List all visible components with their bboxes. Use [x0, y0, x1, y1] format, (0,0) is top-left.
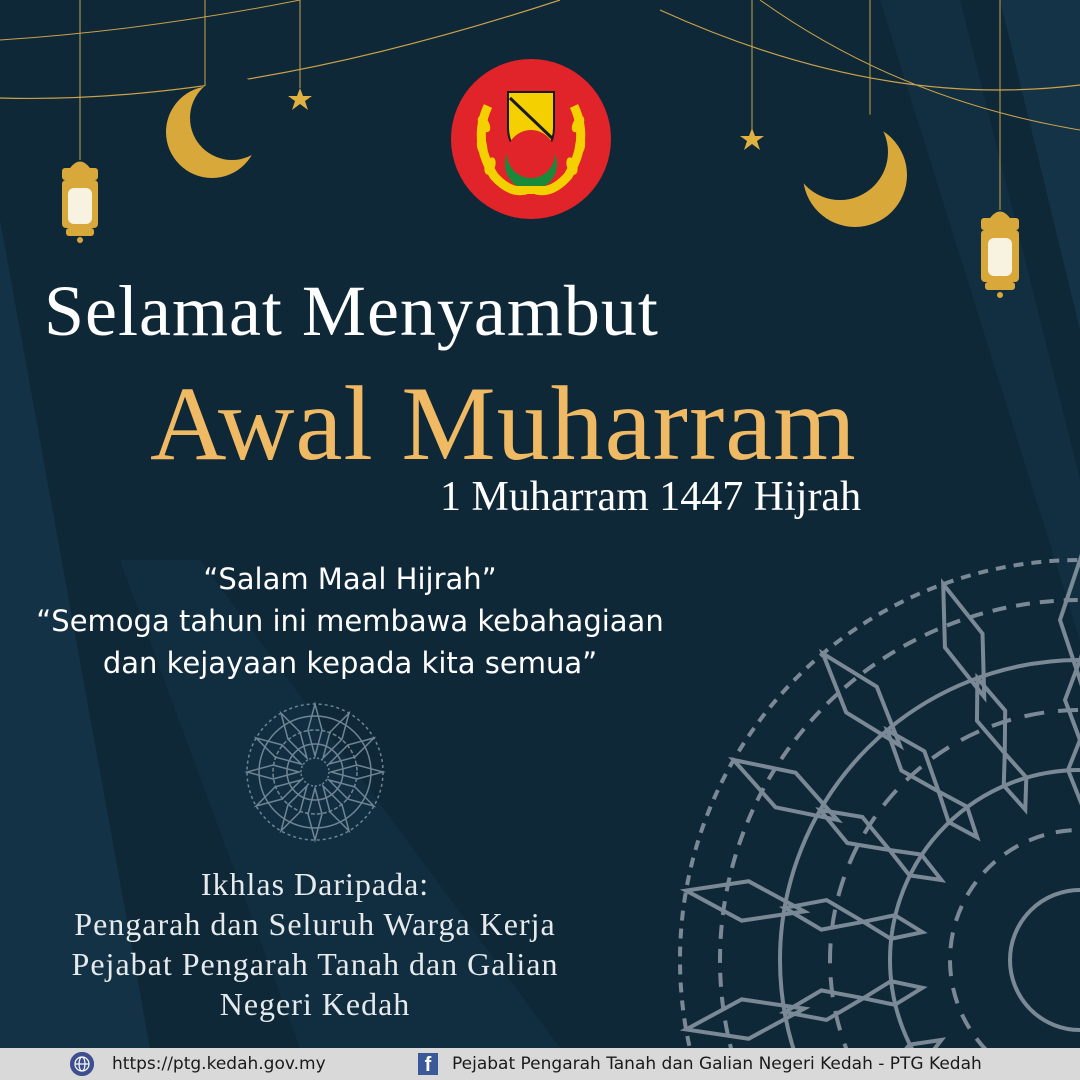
title-greeting-line: Selamat Menyambut — [44, 271, 659, 351]
greeting-line-3: dan kejayaan kepada kita semua” — [102, 646, 598, 680]
facebook-icon: f — [418, 1053, 438, 1075]
hijri-date: 1 Muharram 1447 Hijrah — [440, 474, 862, 520]
greeting-message — [0, 558, 700, 684]
lantern-right-icon — [981, 212, 1019, 299]
greeting-line-2: “Semoga tahun ini membawa kebahagiaan — [36, 604, 664, 638]
string-curve-left-2 — [0, 0, 300, 40]
footer-website[interactable] — [70, 1052, 326, 1076]
crescent-moon-left-icon — [166, 76, 274, 178]
sender-heading: Ikhlas Daripada: — [200, 866, 430, 902]
title-event-name: Awal Muharram — [150, 365, 857, 482]
kedah-emblem-logo — [450, 58, 612, 220]
sender-line-1: Pengarah dan Seluruh Warga Kerja — [74, 906, 556, 942]
sender-line-2: Pejabat Pengarah Tanah dan Galian — [71, 946, 559, 982]
star-left-icon — [288, 88, 312, 110]
star-right-icon — [740, 128, 764, 150]
facebook-page-label[interactable]: Pejabat Pengarah Tanah dan Galian Negeri Kedah - PTG Kedah — [452, 1054, 982, 1074]
website-link[interactable]: https://ptg.kedah.gov.my — [112, 1054, 326, 1074]
sender-block — [0, 864, 630, 1024]
lantern-left-icon — [62, 162, 98, 244]
crescent-moon-right-icon — [792, 104, 907, 227]
mandala-large-ornament — [680, 560, 1080, 1080]
greeting-line-1: “Salam Maal Hijrah” — [203, 562, 497, 596]
footer-facebook[interactable] — [418, 1052, 982, 1076]
globe-icon — [70, 1052, 94, 1076]
sender-line-3: Negeri Kedah — [219, 986, 411, 1022]
footer-bar — [0, 1048, 1080, 1080]
